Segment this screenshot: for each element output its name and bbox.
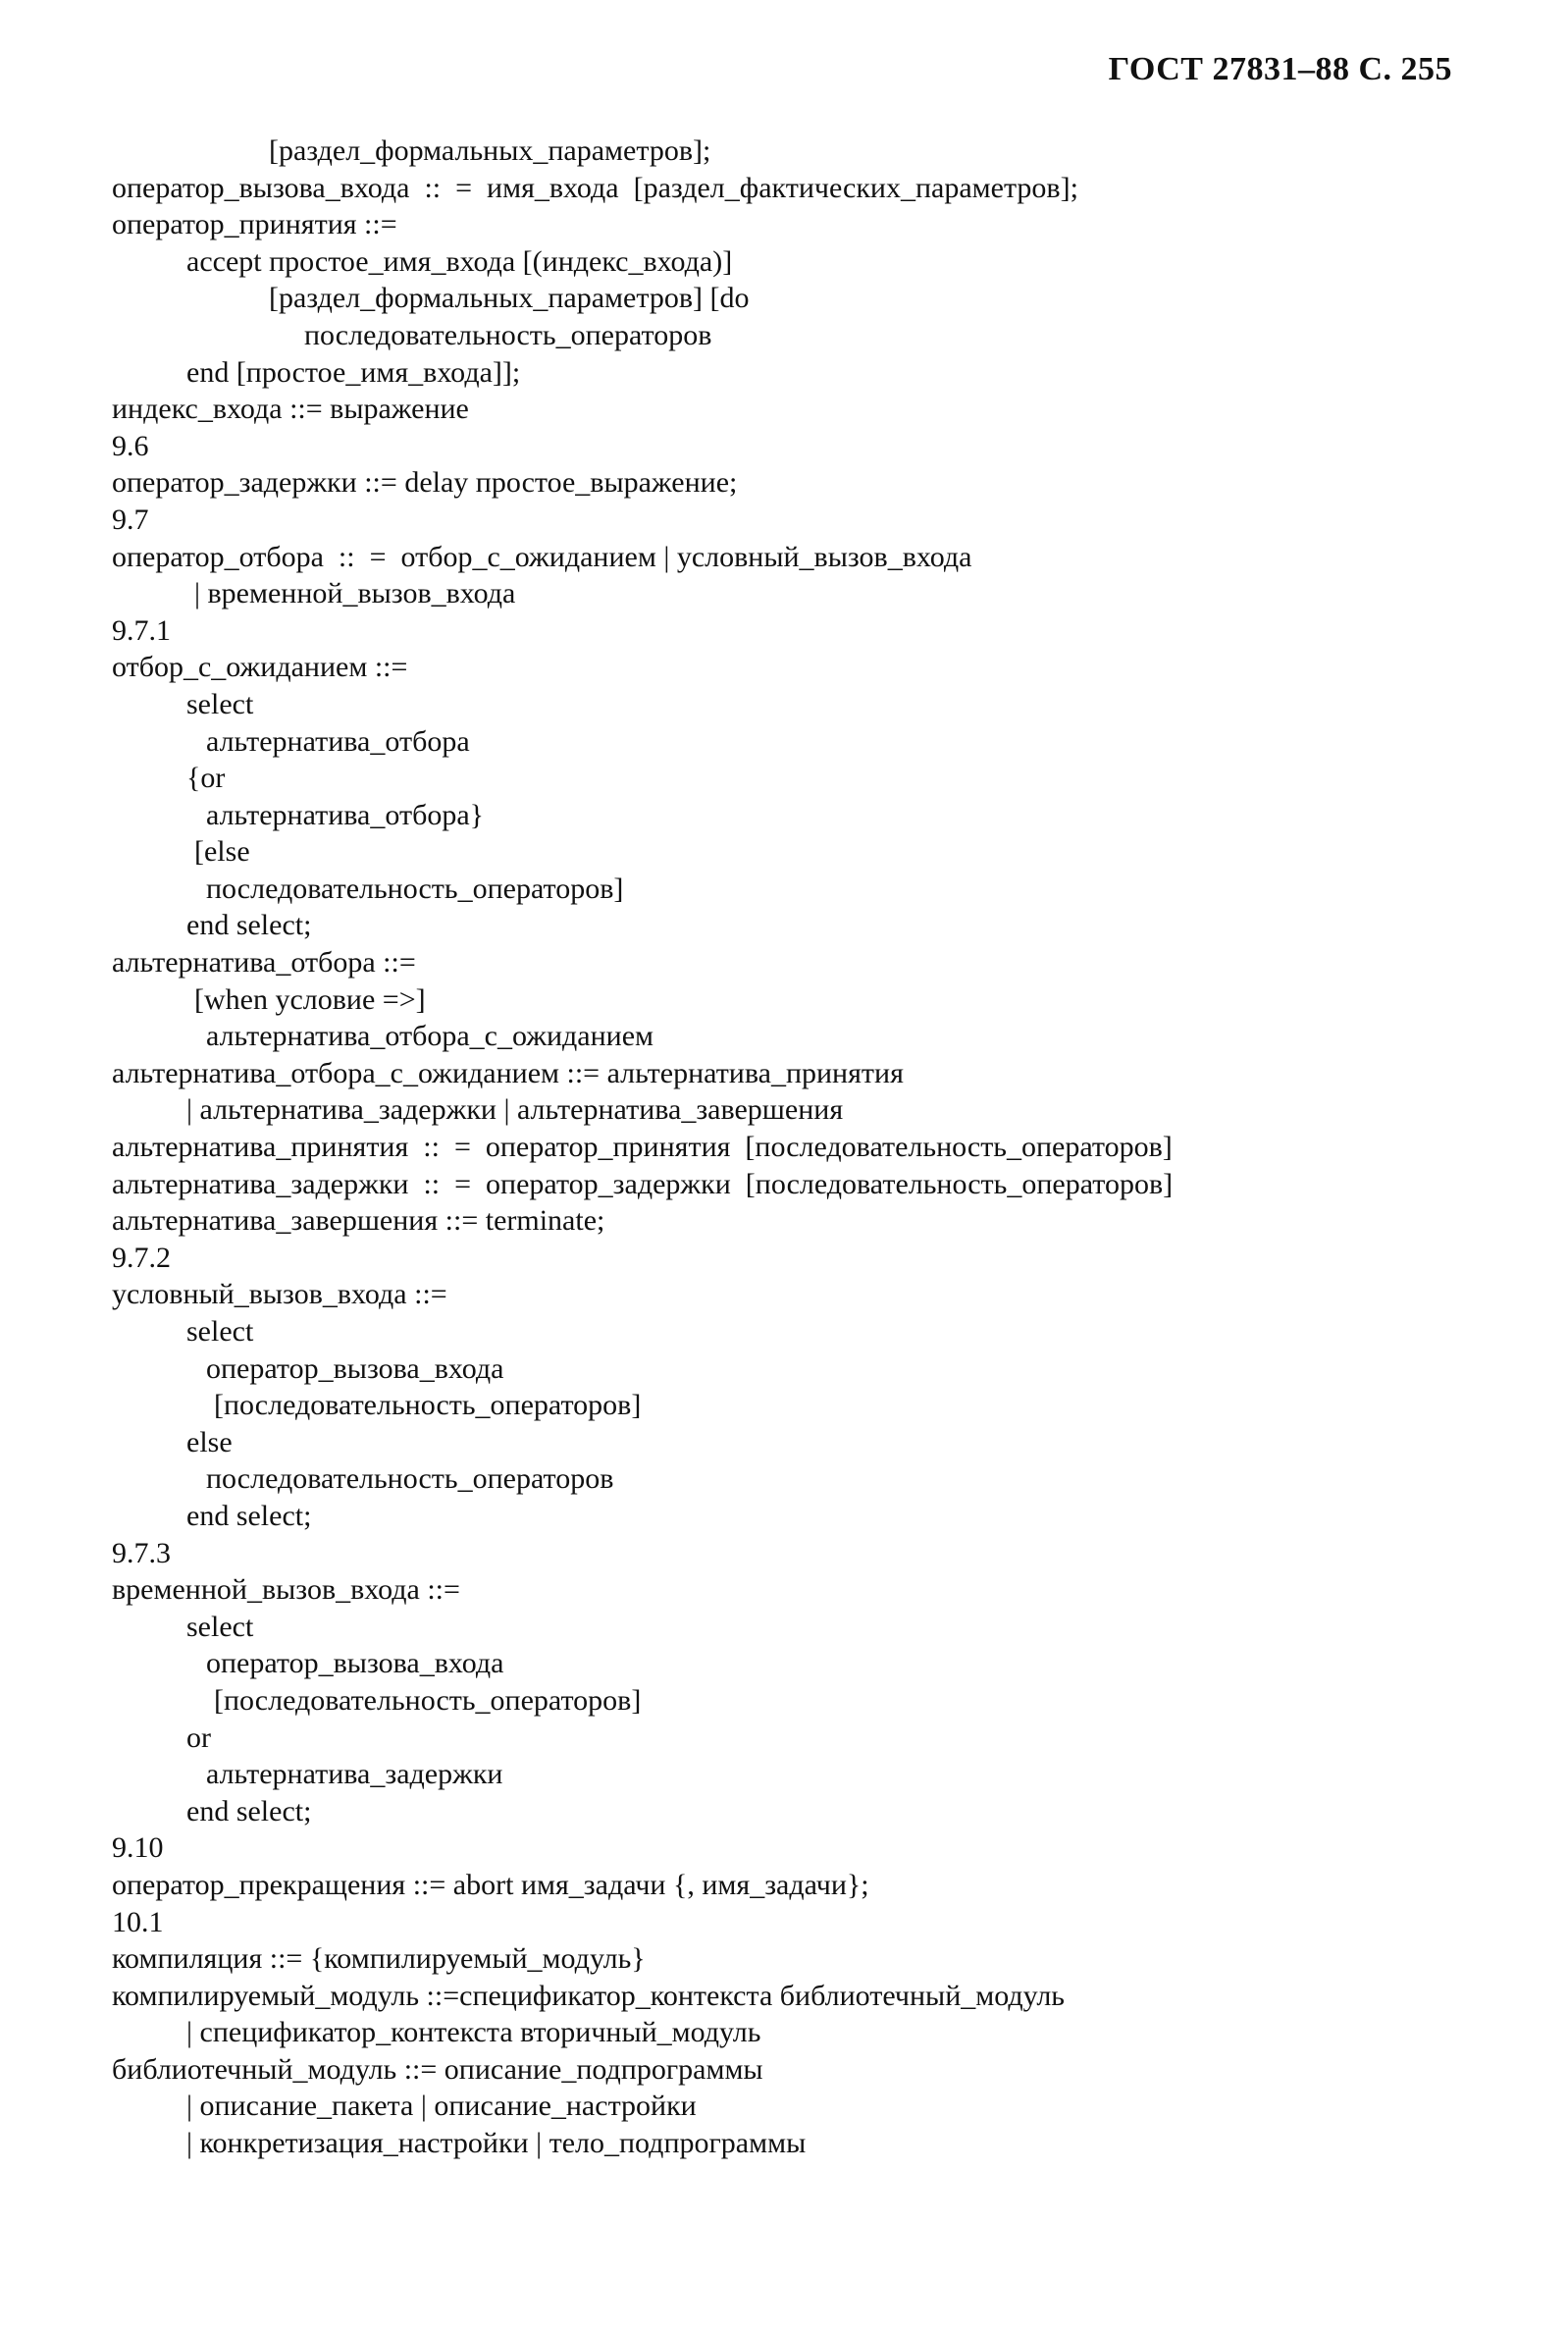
text-line: альтернатива_отбора <box>206 724 470 758</box>
text-line: | временной_вызов_входа <box>194 577 516 610</box>
text-line: [when условие =>] <box>194 982 426 1016</box>
section-number: 9.7.1 <box>112 613 171 647</box>
text-line: компилируемый_модуль ::=спецификатор_контекста библиотечный_модуль <box>112 1979 1065 2012</box>
text-line: | описание_пакета | описание_настройки <box>186 2090 697 2123</box>
text-line: | спецификатор_контекста вторичный_модуль <box>186 2016 761 2049</box>
text-line: end select; <box>186 1794 312 1827</box>
text-line: библиотечный_модуль ::= описание_подпрограммы <box>112 2052 763 2086</box>
text-line: оператор_вызова_входа :: = имя_входа [раздел_фактических_параметров]; <box>112 171 1078 204</box>
text-line: альтернатива_задержки <box>206 1758 503 1791</box>
text-line: оператор_вызова_входа <box>206 1351 504 1385</box>
text-line: or <box>186 1721 211 1754</box>
text-line: оператор_вызова_входа <box>206 1647 504 1680</box>
text-line: компиляция ::= {компилируемый_модуль} <box>112 1942 646 1976</box>
page-header: ГОСТ 27831–88 С. 255 <box>1108 51 1452 87</box>
section-number: 9.10 <box>112 1831 164 1865</box>
text-line: оператор_принятия ::= <box>112 208 397 241</box>
text-line: else <box>186 1425 233 1458</box>
section-number: 9.7.3 <box>112 1536 171 1569</box>
text-line: | конкретизация_настройки | тело_подпрограммы <box>186 2127 807 2160</box>
text-line: последовательность_операторов] <box>206 872 624 905</box>
text-line: временной_вызов_входа ::= <box>112 1573 460 1607</box>
text-line: последовательность_операторов <box>206 1462 614 1496</box>
text-line: {or <box>186 762 226 795</box>
text-line: [последовательность_операторов] <box>214 1683 642 1717</box>
text-line: оператор_отбора :: = отбор_с_ожиданием | условный_вызов_входа <box>112 540 972 573</box>
text-line: альтернатива_принятия :: = оператор_принятия [последовательность_операторов] <box>112 1131 1173 1164</box>
section-number: 9.7.2 <box>112 1241 171 1274</box>
text-line: альтернатива_отбора} <box>206 798 485 831</box>
text-line: последовательность_операторов <box>304 318 712 351</box>
text-line: [else <box>194 835 250 869</box>
text-line: accept простое_имя_входа [(индекс_входа)] <box>186 244 733 278</box>
text-line: end select; <box>186 909 312 942</box>
text-line: end select; <box>186 1499 312 1532</box>
section-number: 10.1 <box>112 1905 164 1938</box>
text-line: индекс_входа ::= выражение <box>112 393 469 426</box>
text-line: оператор_задержки ::= delay простое_выражение; <box>112 466 738 500</box>
text-line: [последовательность_операторов] <box>214 1389 642 1422</box>
text-line: отбор_с_ожиданием ::= <box>112 651 408 684</box>
text-line: select <box>186 687 254 720</box>
section-number: 9.7 <box>112 503 149 536</box>
text-line: альтернатива_отбора_с_ожиданием ::= альтернатива_принятия <box>112 1056 904 1089</box>
text-line: | альтернатива_задержки | альтернатива_завершения <box>186 1093 844 1127</box>
section-number: 9.6 <box>112 429 149 462</box>
text-line: [раздел_формальных_параметров]; <box>269 134 711 167</box>
text-line: альтернатива_отбора_с_ожиданием <box>206 1020 653 1053</box>
text-line: альтернатива_отбора ::= <box>112 946 416 980</box>
text-line: select <box>186 1315 254 1348</box>
text-line: оператор_прекращения ::= abort имя_задачи {, имя_задачи}; <box>112 1868 869 1901</box>
text-line: альтернатива_завершения ::= terminate; <box>112 1204 605 1238</box>
text-line: end [простое_имя_входа]]; <box>186 355 521 389</box>
text-line: select <box>186 1610 254 1643</box>
text-line: альтернатива_задержки :: = оператор_задержки [последовательность_операторов] <box>112 1167 1174 1200</box>
text-line: [раздел_формальных_параметров] [do <box>269 282 750 315</box>
text-line: условный_вызов_входа ::= <box>112 1278 447 1311</box>
grammar-text <box>112 132 1486 2162</box>
